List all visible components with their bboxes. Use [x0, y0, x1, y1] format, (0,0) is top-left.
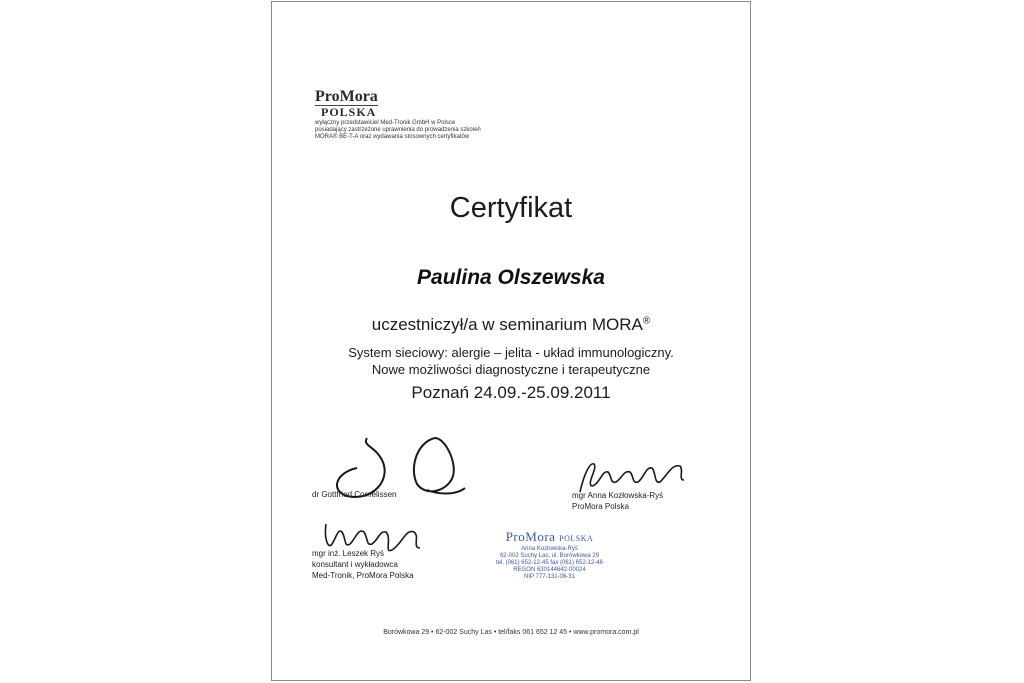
stamp-line: Anna Kozłowska-Ryś: [521, 546, 578, 552]
stamp-line: tel. (061) 652-12-45 fax (061) 652-12-46: [495, 560, 604, 566]
seminar-topic: [272, 344, 750, 378]
recipient-name: Paulina Olszewska: [417, 266, 605, 289]
stamp-line: NIP 777-131-06-31: [524, 574, 575, 580]
signatory-org: Med-Tronik, ProMora Polska: [312, 571, 414, 580]
footer-contact: Borówkowa 29 • 62-002 Suchy Las • tel/faks 061 652 12 45 • www.promora.com.pl: [383, 629, 639, 636]
stamp-line: REGON 630144642-00024: [513, 567, 586, 573]
signatory-name: mgr inż. Leszek Ryś: [312, 549, 385, 558]
stamp-title: [482, 530, 617, 546]
stamp-name-small: POLSKA: [559, 534, 594, 543]
signatory-role: konsultant i wykładowca: [312, 560, 398, 569]
signatory-org: ProMora Polska: [572, 502, 629, 511]
place-and-dates: Poznań 24.09.-25.09.2011: [411, 383, 611, 402]
certificate-page: [271, 1, 751, 681]
participation-text: uczestniczył/a w seminarium MORA: [371, 315, 643, 334]
certificate-title: Certyfikat: [449, 192, 573, 224]
participation-line: [272, 315, 750, 335]
signatory-kozlowska-rys: [572, 490, 663, 512]
logo-subtitle: POLSKA: [321, 105, 377, 119]
company-stamp: [482, 530, 617, 581]
signatory-name: mgr Anna Kozłowska-Ryś: [572, 491, 664, 500]
logo-description-line: posiadający zastrzeżone uprawnienia do prowadzenia szkoleń: [315, 127, 481, 133]
topic-line: System sieciowy: alergie – jelita - układ immunologiczny.: [348, 345, 674, 360]
signatory-cornelissen: dr Gottfried Cornelissen: [312, 490, 397, 499]
stamp-name: ProMora: [505, 529, 556, 544]
logo-name: ProMora: [315, 88, 378, 105]
topic-line: Nowe możliwości diagnostyczne i terapeutyczne: [371, 362, 651, 377]
promora-logo: [315, 88, 378, 119]
logo-description-line: MORA® BE-T-A oraz wydawania stosownych certyfikatów: [315, 134, 470, 140]
stamp-line: 62-002 Suchy Las, ul. Borówkowa 29: [499, 553, 600, 559]
signatory-rys: [312, 548, 414, 581]
registered-mark: ®: [642, 315, 651, 327]
logo-description: [315, 120, 555, 141]
logo-description-line: wyłączny przedstawiciel Med-Tronik GmbH w Polsce: [315, 120, 456, 126]
